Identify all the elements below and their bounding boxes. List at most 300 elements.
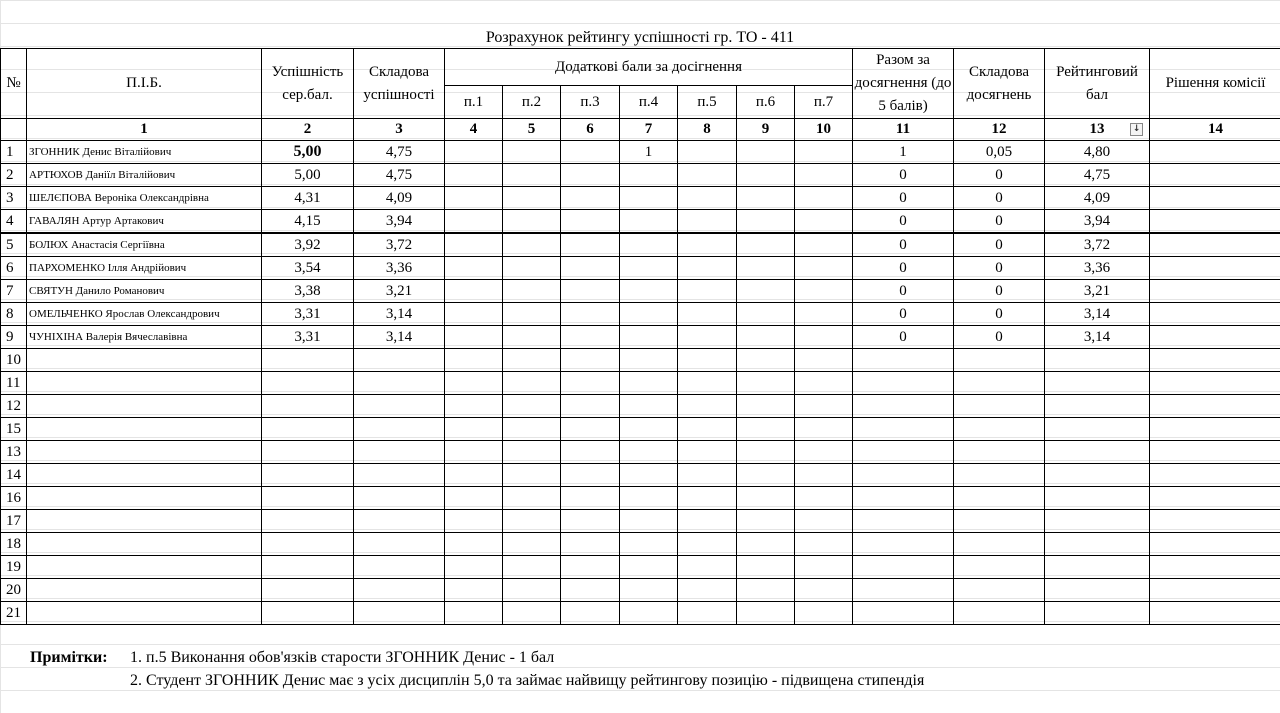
avg-cell[interactable]: 5,00	[262, 164, 354, 187]
p4-cell[interactable]	[620, 164, 678, 187]
column-number[interactable]: 5	[503, 119, 561, 141]
name-cell[interactable]	[27, 487, 262, 510]
p7-cell[interactable]	[795, 210, 853, 234]
rating-cell[interactable]	[1045, 395, 1150, 418]
total-cell[interactable]	[853, 510, 954, 533]
p6-cell[interactable]	[737, 602, 795, 625]
rating-cell[interactable]: 3,72	[1045, 233, 1150, 257]
p7-cell[interactable]	[795, 464, 853, 487]
name-cell[interactable]: БОЛЮХ Анастасія Сергіївна	[27, 233, 262, 257]
rating-cell[interactable]	[1045, 579, 1150, 602]
column-number[interactable]: 11	[853, 119, 954, 141]
avg-cell[interactable]: 3,54	[262, 257, 354, 280]
p6-cell[interactable]	[737, 187, 795, 210]
header-p4[interactable]: п.4	[620, 86, 678, 119]
p3-cell[interactable]	[561, 280, 620, 303]
total-cell[interactable]	[853, 395, 954, 418]
p5-cell[interactable]	[678, 602, 737, 625]
ach-cell[interactable]	[954, 533, 1045, 556]
p4-cell[interactable]	[620, 303, 678, 326]
p3-cell[interactable]	[561, 487, 620, 510]
header-p1[interactable]: п.1	[445, 86, 503, 119]
ach-cell[interactable]	[954, 464, 1045, 487]
comp-cell[interactable]: 4,75	[354, 141, 445, 164]
header-extra-group[interactable]: Додаткові бали за досігнення	[445, 49, 853, 86]
row-index-cell[interactable]: 15	[1, 418, 27, 441]
p7-cell[interactable]	[795, 233, 853, 257]
avg-cell[interactable]	[262, 533, 354, 556]
p5-cell[interactable]	[678, 141, 737, 164]
total-cell[interactable]: 1	[853, 141, 954, 164]
ach-cell[interactable]	[954, 487, 1045, 510]
decision-cell[interactable]	[1150, 210, 1280, 234]
row-index-cell[interactable]: 19	[1, 556, 27, 579]
row-index-cell[interactable]: 18	[1, 533, 27, 556]
p6-cell[interactable]	[737, 326, 795, 349]
row-index-cell[interactable]: 2	[1, 164, 27, 187]
decision-cell[interactable]	[1150, 579, 1280, 602]
avg-cell[interactable]: 4,31	[262, 187, 354, 210]
comp-cell[interactable]	[354, 372, 445, 395]
p1-cell[interactable]	[445, 441, 503, 464]
column-number[interactable]: 6	[561, 119, 620, 141]
comp-cell[interactable]	[354, 533, 445, 556]
p6-cell[interactable]	[737, 141, 795, 164]
p7-cell[interactable]	[795, 257, 853, 280]
comp-cell[interactable]	[354, 487, 445, 510]
p2-cell[interactable]	[503, 187, 561, 210]
name-cell[interactable]	[27, 464, 262, 487]
p7-cell[interactable]	[795, 510, 853, 533]
header-p2[interactable]: п.2	[503, 86, 561, 119]
p6-cell[interactable]	[737, 487, 795, 510]
p1-cell[interactable]	[445, 464, 503, 487]
p5-cell[interactable]	[678, 441, 737, 464]
p6-cell[interactable]	[737, 441, 795, 464]
total-cell[interactable]	[853, 487, 954, 510]
p6-cell[interactable]	[737, 164, 795, 187]
row-index-cell[interactable]: 12	[1, 395, 27, 418]
p7-cell[interactable]	[795, 556, 853, 579]
ach-cell[interactable]: 0	[954, 326, 1045, 349]
comp-cell[interactable]	[354, 349, 445, 372]
name-cell[interactable]	[27, 441, 262, 464]
p1-cell[interactable]	[445, 349, 503, 372]
p2-cell[interactable]	[503, 349, 561, 372]
decision-cell[interactable]	[1150, 326, 1280, 349]
p3-cell[interactable]	[561, 164, 620, 187]
p7-cell[interactable]	[795, 395, 853, 418]
avg-cell[interactable]: 3,38	[262, 280, 354, 303]
total-cell[interactable]: 0	[853, 326, 954, 349]
ach-cell[interactable]	[954, 395, 1045, 418]
ach-cell[interactable]	[954, 349, 1045, 372]
p1-cell[interactable]	[445, 303, 503, 326]
p4-cell[interactable]	[620, 257, 678, 280]
p5-cell[interactable]	[678, 372, 737, 395]
header-comp[interactable]: Складова успішності	[354, 49, 445, 119]
name-cell[interactable]: СВЯТУН Данило Романович	[27, 280, 262, 303]
p5-cell[interactable]	[678, 303, 737, 326]
decision-cell[interactable]	[1150, 233, 1280, 257]
column-number[interactable]: 12	[954, 119, 1045, 141]
comp-cell[interactable]	[354, 464, 445, 487]
p5-cell[interactable]	[678, 395, 737, 418]
p3-cell[interactable]	[561, 533, 620, 556]
p4-cell[interactable]	[620, 579, 678, 602]
rating-cell[interactable]	[1045, 487, 1150, 510]
p2-cell[interactable]	[503, 464, 561, 487]
header-decision[interactable]: Рішення комісії	[1150, 49, 1280, 119]
p4-cell[interactable]	[620, 349, 678, 372]
name-cell[interactable]: ГАВАЛЯН Артур Артакович	[27, 210, 262, 234]
total-cell[interactable]: 0	[853, 280, 954, 303]
total-cell[interactable]: 0	[853, 233, 954, 257]
p2-cell[interactable]	[503, 303, 561, 326]
ach-cell[interactable]: 0	[954, 233, 1045, 257]
p7-cell[interactable]	[795, 372, 853, 395]
rating-cell[interactable]	[1045, 441, 1150, 464]
decision-cell[interactable]	[1150, 533, 1280, 556]
p4-cell[interactable]	[620, 487, 678, 510]
rating-cell[interactable]	[1045, 464, 1150, 487]
ach-cell[interactable]: 0	[954, 257, 1045, 280]
p6-cell[interactable]	[737, 510, 795, 533]
p2-cell[interactable]	[503, 280, 561, 303]
rating-cell[interactable]	[1045, 349, 1150, 372]
decision-cell[interactable]	[1150, 257, 1280, 280]
column-number[interactable]: 10	[795, 119, 853, 141]
column-number[interactable]: 4	[445, 119, 503, 141]
p4-cell[interactable]	[620, 210, 678, 234]
rating-cell[interactable]	[1045, 372, 1150, 395]
p5-cell[interactable]	[678, 510, 737, 533]
avg-cell[interactable]	[262, 510, 354, 533]
p2-cell[interactable]	[503, 510, 561, 533]
p3-cell[interactable]	[561, 441, 620, 464]
ach-cell[interactable]	[954, 372, 1045, 395]
total-cell[interactable]	[853, 579, 954, 602]
avg-cell[interactable]: 4,15	[262, 210, 354, 234]
name-cell[interactable]: ПАРХОМЕНКО Ілля Андрійович	[27, 257, 262, 280]
p1-cell[interactable]	[445, 141, 503, 164]
p3-cell[interactable]	[561, 579, 620, 602]
row-index-cell[interactable]: 21	[1, 602, 27, 625]
decision-cell[interactable]	[1150, 280, 1280, 303]
comp-cell[interactable]: 3,21	[354, 280, 445, 303]
decision-cell[interactable]	[1150, 418, 1280, 441]
name-cell[interactable]	[27, 533, 262, 556]
p5-cell[interactable]	[678, 326, 737, 349]
comp-cell[interactable]	[354, 602, 445, 625]
ach-cell[interactable]: 0,05	[954, 141, 1045, 164]
p7-cell[interactable]	[795, 141, 853, 164]
p2-cell[interactable]	[503, 257, 561, 280]
ach-cell[interactable]	[954, 418, 1045, 441]
row-index-cell[interactable]: 9	[1, 326, 27, 349]
p1-cell[interactable]	[445, 533, 503, 556]
header-p5[interactable]: п.5	[678, 86, 737, 119]
decision-cell[interactable]	[1150, 441, 1280, 464]
row-index-cell[interactable]: 20	[1, 579, 27, 602]
p6-cell[interactable]	[737, 556, 795, 579]
p6-cell[interactable]	[737, 395, 795, 418]
name-cell[interactable]: ШЕЛЄПОВА Вероніка Олександрівна	[27, 187, 262, 210]
name-cell[interactable]: АРТЮХОВ Даніїл Віталійович	[27, 164, 262, 187]
ach-cell[interactable]: 0	[954, 210, 1045, 234]
p1-cell[interactable]	[445, 579, 503, 602]
avg-cell[interactable]	[262, 372, 354, 395]
header-avg[interactable]: Успішність сер.бал.	[262, 49, 354, 119]
header-rating[interactable]: Рейтинговий бал	[1045, 49, 1150, 119]
total-cell[interactable]	[853, 418, 954, 441]
avg-cell[interactable]	[262, 556, 354, 579]
rating-cell[interactable]: 3,14	[1045, 326, 1150, 349]
row-index-cell[interactable]: 14	[1, 464, 27, 487]
p6-cell[interactable]	[737, 579, 795, 602]
rating-cell[interactable]: 3,36	[1045, 257, 1150, 280]
name-cell[interactable]	[27, 602, 262, 625]
p5-cell[interactable]	[678, 487, 737, 510]
p5-cell[interactable]	[678, 187, 737, 210]
p4-cell[interactable]	[620, 418, 678, 441]
p4-cell[interactable]	[620, 395, 678, 418]
p3-cell[interactable]	[561, 233, 620, 257]
comp-cell[interactable]: 3,36	[354, 257, 445, 280]
column-number[interactable]: 7	[620, 119, 678, 141]
avg-cell[interactable]	[262, 602, 354, 625]
avg-cell[interactable]	[262, 487, 354, 510]
column-number[interactable]: 2	[262, 119, 354, 141]
total-cell[interactable]	[853, 533, 954, 556]
comp-cell[interactable]	[354, 510, 445, 533]
name-cell[interactable]: ЗГОННИК Денис Віталійович	[27, 141, 262, 164]
decision-cell[interactable]	[1150, 164, 1280, 187]
column-number-13-cell[interactable]	[1045, 119, 1150, 141]
p5-cell[interactable]	[678, 464, 737, 487]
p7-cell[interactable]	[795, 441, 853, 464]
p2-cell[interactable]	[503, 395, 561, 418]
p5-cell[interactable]	[678, 210, 737, 234]
p1-cell[interactable]	[445, 418, 503, 441]
p7-cell[interactable]	[795, 326, 853, 349]
column-number[interactable]: 1	[27, 119, 262, 141]
p2-cell[interactable]	[503, 233, 561, 257]
ach-cell[interactable]: 0	[954, 187, 1045, 210]
rating-cell[interactable]	[1045, 602, 1150, 625]
p6-cell[interactable]	[737, 280, 795, 303]
rating-cell[interactable]	[1045, 556, 1150, 579]
name-cell[interactable]: ОМЕЛЬЧЕНКО Ярослав Олександрович	[27, 303, 262, 326]
column-number[interactable]: 14	[1150, 119, 1280, 141]
p4-cell[interactable]	[620, 464, 678, 487]
p1-cell[interactable]	[445, 510, 503, 533]
p1-cell[interactable]	[445, 164, 503, 187]
header-ach[interactable]: Складова досягнень	[954, 49, 1045, 119]
p3-cell[interactable]	[561, 372, 620, 395]
p2-cell[interactable]	[503, 164, 561, 187]
p5-cell[interactable]	[678, 579, 737, 602]
comp-cell[interactable]	[354, 395, 445, 418]
p2-cell[interactable]	[503, 418, 561, 441]
p7-cell[interactable]	[795, 187, 853, 210]
p4-cell[interactable]	[620, 187, 678, 210]
decision-cell[interactable]	[1150, 303, 1280, 326]
p6-cell[interactable]	[737, 464, 795, 487]
name-cell[interactable]	[27, 510, 262, 533]
ach-cell[interactable]	[954, 579, 1045, 602]
rating-cell[interactable]: 3,94	[1045, 210, 1150, 234]
p3-cell[interactable]	[561, 395, 620, 418]
total-cell[interactable]: 0	[853, 187, 954, 210]
p3-cell[interactable]	[561, 303, 620, 326]
p1-cell[interactable]	[445, 326, 503, 349]
p4-cell[interactable]	[620, 533, 678, 556]
p6-cell[interactable]	[737, 257, 795, 280]
header-total[interactable]: Разом за досягнення (до 5 балів)	[853, 49, 954, 119]
comp-cell[interactable]: 4,09	[354, 187, 445, 210]
total-cell[interactable]: 0	[853, 210, 954, 234]
p4-cell[interactable]	[620, 556, 678, 579]
avg-cell[interactable]	[262, 349, 354, 372]
comp-cell[interactable]	[354, 418, 445, 441]
avg-cell[interactable]	[262, 395, 354, 418]
p2-cell[interactable]	[503, 602, 561, 625]
rating-cell[interactable]	[1045, 510, 1150, 533]
p6-cell[interactable]	[737, 303, 795, 326]
avg-cell[interactable]: 5,00	[262, 141, 354, 164]
p3-cell[interactable]	[561, 602, 620, 625]
p5-cell[interactable]	[678, 233, 737, 257]
avg-cell[interactable]: 3,31	[262, 326, 354, 349]
comp-cell[interactable]: 3,14	[354, 303, 445, 326]
p1-cell[interactable]	[445, 233, 503, 257]
row-index-cell[interactable]: 10	[1, 349, 27, 372]
p7-cell[interactable]	[795, 349, 853, 372]
p1-cell[interactable]	[445, 556, 503, 579]
decision-cell[interactable]	[1150, 395, 1280, 418]
p1-cell[interactable]	[445, 602, 503, 625]
rating-cell[interactable]: 4,80	[1045, 141, 1150, 164]
p7-cell[interactable]	[795, 533, 853, 556]
ach-cell[interactable]: 0	[954, 280, 1045, 303]
row-index-cell[interactable]: 1	[1, 141, 27, 164]
ach-cell[interactable]: 0	[954, 303, 1045, 326]
p4-cell[interactable]	[620, 372, 678, 395]
p2-cell[interactable]	[503, 579, 561, 602]
p1-cell[interactable]	[445, 280, 503, 303]
avg-cell[interactable]	[262, 418, 354, 441]
row-index-cell[interactable]: 6	[1, 257, 27, 280]
p7-cell[interactable]	[795, 164, 853, 187]
column-number[interactable]: 8	[678, 119, 737, 141]
p5-cell[interactable]	[678, 349, 737, 372]
name-cell[interactable]: ЧУНІХІНА Валерія Вячеславівна	[27, 326, 262, 349]
p1-cell[interactable]	[445, 395, 503, 418]
p3-cell[interactable]	[561, 257, 620, 280]
ach-cell[interactable]	[954, 556, 1045, 579]
p3-cell[interactable]	[561, 418, 620, 441]
p4-cell[interactable]: 1	[620, 141, 678, 164]
row-index-cell[interactable]: 4	[1, 210, 27, 234]
p2-cell[interactable]	[503, 441, 561, 464]
p4-cell[interactable]	[620, 280, 678, 303]
p4-cell[interactable]	[620, 602, 678, 625]
ach-cell[interactable]	[954, 510, 1045, 533]
comp-cell[interactable]: 3,14	[354, 326, 445, 349]
p6-cell[interactable]	[737, 418, 795, 441]
p3-cell[interactable]	[561, 326, 620, 349]
header-name[interactable]: П.І.Б.	[27, 49, 262, 119]
header-p6[interactable]: п.6	[737, 86, 795, 119]
p6-cell[interactable]	[737, 233, 795, 257]
p2-cell[interactable]	[503, 141, 561, 164]
p3-cell[interactable]	[561, 141, 620, 164]
row-index-cell[interactable]: 8	[1, 303, 27, 326]
avg-cell[interactable]: 3,31	[262, 303, 354, 326]
p1-cell[interactable]	[445, 257, 503, 280]
total-cell[interactable]: 0	[853, 164, 954, 187]
p7-cell[interactable]	[795, 602, 853, 625]
decision-cell[interactable]	[1150, 556, 1280, 579]
avg-cell[interactable]	[262, 464, 354, 487]
header-p3[interactable]: п.3	[561, 86, 620, 119]
total-cell[interactable]	[853, 372, 954, 395]
row-index-cell[interactable]: 3	[1, 187, 27, 210]
p3-cell[interactable]	[561, 510, 620, 533]
p5-cell[interactable]	[678, 164, 737, 187]
rating-cell[interactable]: 4,09	[1045, 187, 1150, 210]
column-number[interactable]: 3	[354, 119, 445, 141]
decision-cell[interactable]	[1150, 141, 1280, 164]
p2-cell[interactable]	[503, 487, 561, 510]
decision-cell[interactable]	[1150, 372, 1280, 395]
p1-cell[interactable]	[445, 187, 503, 210]
p2-cell[interactable]	[503, 556, 561, 579]
p4-cell[interactable]	[620, 510, 678, 533]
row-index-cell[interactable]: 13	[1, 441, 27, 464]
p1-cell[interactable]	[445, 210, 503, 234]
p7-cell[interactable]	[795, 579, 853, 602]
row-index-cell[interactable]: 16	[1, 487, 27, 510]
comp-cell[interactable]	[354, 556, 445, 579]
rating-cell[interactable]	[1045, 418, 1150, 441]
row-index-cell[interactable]: 11	[1, 372, 27, 395]
column-number-blank[interactable]	[1, 119, 27, 141]
decision-cell[interactable]	[1150, 487, 1280, 510]
p3-cell[interactable]	[561, 349, 620, 372]
name-cell[interactable]	[27, 418, 262, 441]
name-cell[interactable]	[27, 579, 262, 602]
comp-cell[interactable]: 3,72	[354, 233, 445, 257]
p6-cell[interactable]	[737, 349, 795, 372]
p6-cell[interactable]	[737, 533, 795, 556]
total-cell[interactable]: 0	[853, 257, 954, 280]
row-index-cell[interactable]: 5	[1, 233, 27, 257]
ach-cell[interactable]	[954, 441, 1045, 464]
p4-cell[interactable]	[620, 326, 678, 349]
p1-cell[interactable]	[445, 487, 503, 510]
p5-cell[interactable]	[678, 280, 737, 303]
total-cell[interactable]	[853, 556, 954, 579]
comp-cell[interactable]: 4,75	[354, 164, 445, 187]
decision-cell[interactable]	[1150, 349, 1280, 372]
row-index-cell[interactable]: 17	[1, 510, 27, 533]
comp-cell[interactable]: 3,94	[354, 210, 445, 234]
p3-cell[interactable]	[561, 556, 620, 579]
p6-cell[interactable]	[737, 210, 795, 234]
name-cell[interactable]	[27, 395, 262, 418]
